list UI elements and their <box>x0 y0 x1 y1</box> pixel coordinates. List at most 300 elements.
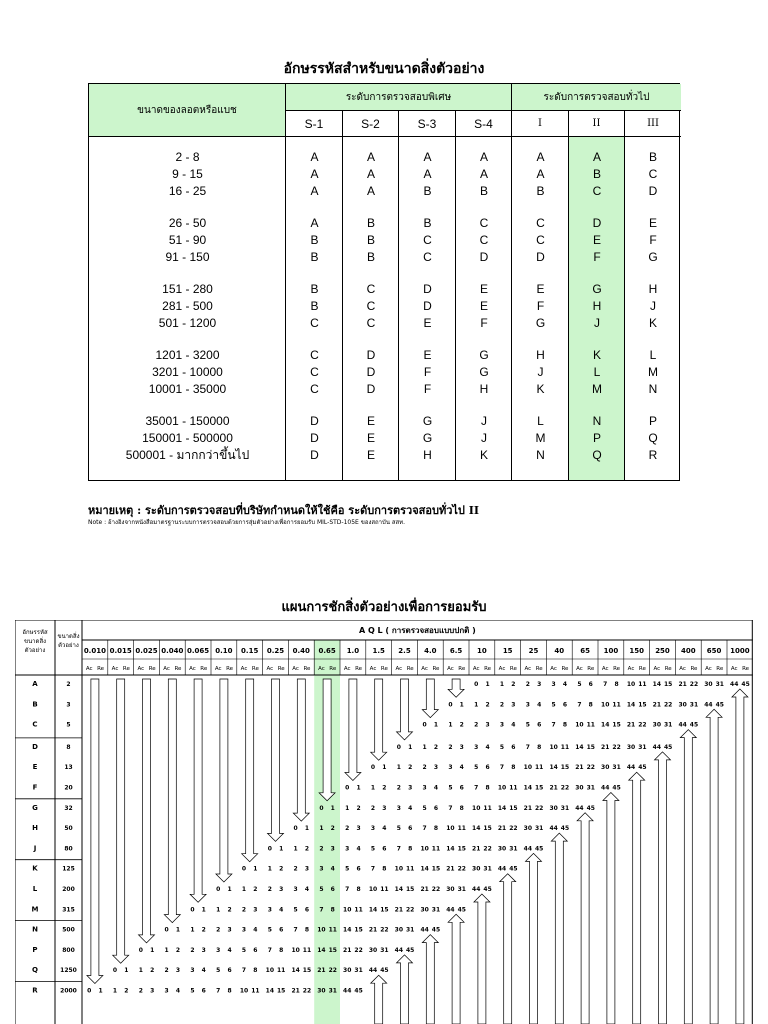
ac-value: 44 <box>652 743 662 751</box>
ac-value: 5 <box>241 946 247 954</box>
re-value: 11 <box>560 743 570 751</box>
ac-value: 5 <box>551 701 556 709</box>
ac-value: 30 <box>652 721 662 729</box>
ac-value: 30 <box>704 681 713 688</box>
ac-value: 10 <box>420 845 429 853</box>
sample-code: D <box>536 250 545 264</box>
sample-code: J <box>650 299 656 313</box>
arrow-up-icon <box>655 752 671 1024</box>
sample-code: E <box>366 414 375 428</box>
re-value: 45 <box>586 804 595 812</box>
re-value: 15 <box>483 825 492 833</box>
sample-code: D <box>648 184 658 198</box>
sample-code-table <box>88 83 680 481</box>
ac-value: 0 <box>112 967 118 975</box>
general-inspection-header: ระดับการตรวจสอบทั่วไป <box>512 84 681 111</box>
re-value: 8 <box>330 906 335 914</box>
re-value: 8 <box>304 926 310 934</box>
sampling-plan-table <box>15 620 753 1024</box>
re-value: 31 <box>689 701 699 709</box>
re-value: 15 <box>586 743 595 751</box>
sample-size: 32 <box>64 804 73 812</box>
ac-value: 0 <box>474 681 479 688</box>
re-value: 15 <box>560 764 570 772</box>
re-value: 4 <box>382 825 387 833</box>
code-header: ตัวอย่าง <box>24 647 46 654</box>
ac-value: 44 <box>626 764 636 772</box>
sample-code: Q <box>648 431 658 445</box>
ac-value: 10 <box>265 967 275 975</box>
re-value: 15 <box>276 987 286 995</box>
re-value: 1 <box>98 987 103 995</box>
re-value: 6 <box>433 804 439 812</box>
sample-code: F <box>593 250 601 264</box>
ac-value: 44 <box>678 721 687 729</box>
ac-value: 7 <box>525 743 530 751</box>
ac-value: 7 <box>241 967 247 975</box>
re-value: 8 <box>562 721 568 729</box>
ac-value: 30 <box>317 987 326 995</box>
re-value: 22 <box>431 886 441 893</box>
ac-value: 3 <box>319 865 324 873</box>
re-value: 11 <box>405 865 415 873</box>
ac-label: Ac <box>679 666 686 672</box>
ac-label: Ac <box>576 666 583 672</box>
re-value: 22 <box>638 721 647 729</box>
ac-value: 3 <box>190 967 195 975</box>
arrow-up-icon <box>603 793 619 1024</box>
sample-code: C <box>536 216 545 230</box>
sample-size: 1250 <box>60 967 77 975</box>
ac-value: 30 <box>446 886 455 893</box>
ac-value: 3 <box>396 804 401 812</box>
re-value: 6 <box>459 784 464 792</box>
sample-code: C <box>310 316 319 330</box>
re-label: Re <box>664 666 672 672</box>
re-label: Re <box>97 666 105 672</box>
ac-label: Ac <box>653 666 661 672</box>
arrow-down-icon <box>371 679 387 760</box>
aql-level-10: 10 <box>477 647 487 655</box>
re-value: 31 <box>431 906 441 914</box>
ac-value: 3 <box>293 886 298 893</box>
ac-value: 30 <box>343 967 352 975</box>
sample-code: A <box>592 150 601 164</box>
ac-value: 1 <box>138 967 143 975</box>
sample-code: L <box>537 414 544 428</box>
re-value: 22 <box>483 845 492 853</box>
sample-code: A <box>310 216 319 230</box>
ac-value: 3 <box>422 784 427 792</box>
re-value: 4 <box>433 784 439 792</box>
lot-range: 150001 - 500000 <box>142 431 233 445</box>
re-value: 31 <box>638 743 647 751</box>
sample-code: A <box>366 184 375 198</box>
aql-level-650: 650 <box>706 647 722 655</box>
ac-value: 7 <box>474 784 479 792</box>
sample-code: B <box>366 250 375 264</box>
ac-value: 30 <box>601 764 610 772</box>
ac-value: 21 <box>626 721 636 729</box>
re-value: 3 <box>150 987 155 995</box>
aql-level-0.015: 0.015 <box>109 647 132 655</box>
ac-value: 3 <box>267 906 272 914</box>
ac-value: 2 <box>241 906 247 914</box>
sample-code: C <box>423 250 432 264</box>
sample-code: E <box>366 448 375 462</box>
ac-value: 5 <box>267 926 272 934</box>
re-value: 11 <box>380 886 389 893</box>
aql-level-1000: 1000 <box>730 647 750 655</box>
ac-value: 10 <box>575 721 584 729</box>
sample-code: K <box>648 316 657 330</box>
ac-value: 3 <box>345 845 350 853</box>
ac-value: 0 <box>87 987 92 995</box>
re-value: 15 <box>457 845 466 853</box>
ac-value: 10 <box>446 825 455 833</box>
sample-code: B <box>592 167 601 181</box>
ac-value: 0 <box>319 804 324 812</box>
ac-label: Ac <box>266 666 274 672</box>
ac-value: 3 <box>241 926 247 934</box>
sampling-plan-grid <box>15 620 753 1024</box>
sample-code: E <box>479 299 488 313</box>
ac-value: 14 <box>291 967 300 975</box>
re-label: Re <box>226 666 234 672</box>
re-value: 22 <box>328 967 337 975</box>
re-value: 3 <box>227 926 232 934</box>
ac-value: 10 <box>626 681 636 688</box>
ac-value: 14 <box>446 845 455 853</box>
re-value: 2 <box>124 987 129 995</box>
ac-value: 3 <box>499 721 505 729</box>
sample-code: G <box>479 348 489 362</box>
inspection-level-i: I <box>512 111 569 137</box>
re-label: Re <box>458 666 466 672</box>
ac-value: 1 <box>448 721 453 729</box>
sample-code: Q <box>592 448 602 462</box>
sample-code: G <box>422 414 433 428</box>
aql-level-40: 40 <box>554 647 565 655</box>
re-value: 22 <box>534 804 544 812</box>
sample-code: R <box>648 448 658 462</box>
ac-label: Ac <box>369 666 377 672</box>
re-value: 3 <box>304 865 310 873</box>
re-label: Re <box>303 666 311 672</box>
ac-value: 14 <box>317 946 326 954</box>
sample-code: C <box>479 216 489 230</box>
sample-code: E <box>592 233 601 247</box>
re-value: 1 <box>150 946 155 954</box>
ac-value: 5 <box>190 987 195 995</box>
ac-value: 44 <box>368 967 378 975</box>
arrow-down-icon <box>242 679 258 862</box>
sample-code: G <box>592 282 602 296</box>
ac-value: 14 <box>265 987 275 995</box>
aql-level-150: 150 <box>629 647 645 655</box>
ac-value: 21 <box>368 926 378 934</box>
size-header: ขนาดสิ่ง <box>57 633 80 640</box>
ac-value: 44 <box>523 845 533 853</box>
ac-value: 7 <box>396 845 401 853</box>
sample-size: 125 <box>62 865 75 873</box>
aql-level-6.5: 6.5 <box>449 647 463 655</box>
sample-code: A <box>479 150 488 164</box>
ac-value: 14 <box>626 701 636 709</box>
sample-code: K <box>536 382 545 396</box>
re-value: 2 <box>382 784 387 792</box>
re-value: 22 <box>560 784 570 792</box>
ac-value: 1 <box>241 886 247 893</box>
ac-value: 21 <box>343 946 352 954</box>
sample-code: D <box>479 250 489 264</box>
re-value: 1 <box>459 701 464 709</box>
sample-code: J <box>481 431 487 445</box>
re-value: 3 <box>485 721 490 729</box>
re-value: 8 <box>537 743 542 751</box>
sample-code: L <box>593 365 601 379</box>
sample-code: B <box>536 184 545 198</box>
ac-value: 3 <box>474 743 479 751</box>
re-value: 31 <box>534 825 544 833</box>
ac-value: 14 <box>549 764 558 772</box>
ac-value: 44 <box>730 681 739 688</box>
sample-code: A <box>310 150 319 164</box>
re-value: 8 <box>227 987 232 995</box>
ac-value: 7 <box>370 865 376 873</box>
re-value: 15 <box>612 721 621 729</box>
re-value: 45 <box>689 721 699 729</box>
ac-value: 2 <box>474 721 479 729</box>
re-value: 4 <box>459 764 464 772</box>
ac-value: 10 <box>343 906 352 914</box>
sample-code: M <box>648 365 658 379</box>
sample-code: B <box>366 233 375 247</box>
re-value: 1 <box>382 764 387 772</box>
lot-range: 151 - 280 <box>162 282 213 296</box>
sample-code: M <box>592 382 602 396</box>
sample-code: D <box>310 431 319 445</box>
aql-level-25: 25 <box>528 647 539 655</box>
re-label: Re <box>742 666 750 672</box>
sample-code: D <box>592 216 602 230</box>
ac-value: 14 <box>368 906 378 914</box>
re-value: 11 <box>586 721 595 729</box>
ac-value: 10 <box>317 926 326 934</box>
remark-text: หมายเหตุ : ระดับการตรวจสอบที่บริษัทกำหนดให้ใช้คือ ระดับการตรวจสอบทั่วไป II <box>88 504 480 517</box>
ac-value: 14 <box>394 886 404 893</box>
re-value: 22 <box>380 926 389 934</box>
re-value: 22 <box>689 681 699 688</box>
ac-value: 3 <box>525 701 530 709</box>
ac-value: 1 <box>396 764 401 772</box>
sample-code: B <box>310 299 319 313</box>
ac-value: 44 <box>704 701 713 709</box>
sample-code: B <box>310 233 319 247</box>
re-value: 45 <box>431 926 441 934</box>
re-value: 3 <box>356 825 361 833</box>
re-label: Re <box>251 666 259 672</box>
re-label: Re <box>148 666 156 672</box>
re-value: 1 <box>330 804 335 812</box>
re-label: Re <box>587 666 595 672</box>
ac-value: 10 <box>601 701 610 709</box>
re-value: 3 <box>408 784 413 792</box>
sample-code: B <box>310 250 319 264</box>
re-value: 45 <box>405 946 415 954</box>
ac-value: 0 <box>216 886 221 893</box>
lot-range: 500001 - มากกว่าขึ้นไป <box>125 448 250 462</box>
sample-code-table-title: อักษรรหัสสำหรับขนาดสิ่งตัวอย่าง <box>283 61 485 77</box>
re-value: 6 <box>227 967 232 975</box>
ac-label: Ac <box>498 666 506 672</box>
sample-code: C <box>310 365 319 379</box>
re-label: Re <box>200 666 208 672</box>
re-value: 1 <box>201 906 206 914</box>
ac-value: 21 <box>678 681 687 688</box>
re-value: 2 <box>485 701 490 709</box>
re-value: 2 <box>279 865 284 873</box>
sample-code: G <box>535 316 546 330</box>
sample-code: B <box>648 150 657 164</box>
re-value: 6 <box>537 721 542 729</box>
aql-level-65: 65 <box>580 647 590 655</box>
ac-value: 21 <box>291 987 300 995</box>
sample-code: A <box>536 150 545 164</box>
arrow-up-icon <box>680 730 696 1024</box>
ac-value: 0 <box>138 946 143 954</box>
sample-size: 500 <box>62 926 75 934</box>
sample-code: K <box>479 448 488 462</box>
sample-code: C <box>536 233 545 247</box>
re-value: 45 <box>534 845 544 853</box>
lot-range: 9 - 15 <box>172 167 203 181</box>
ac-value: 2 <box>499 701 505 709</box>
sample-code: A <box>423 167 432 181</box>
ac-label: Ac <box>111 666 119 672</box>
sample-code: C <box>648 167 658 181</box>
arrow-up-icon <box>422 935 438 1024</box>
ac-label: Ac <box>318 666 325 672</box>
ac-label: Ac <box>214 666 222 672</box>
arrow-down-icon <box>268 679 284 841</box>
sample-code: E <box>648 216 657 230</box>
ac-value: 30 <box>420 906 429 914</box>
ac-value: 1 <box>112 987 118 995</box>
lot-range: 51 - 90 <box>168 233 207 247</box>
re-value: 31 <box>586 784 595 792</box>
ac-value: 2 <box>448 743 453 751</box>
ac-label: Ac <box>343 666 351 672</box>
sample-size: 80 <box>64 845 73 853</box>
re-value: 22 <box>457 865 466 873</box>
sample-code: B <box>479 184 488 198</box>
ac-value: 3 <box>551 681 556 688</box>
ac-value: 2 <box>267 886 272 893</box>
re-value: 15 <box>638 701 647 709</box>
ac-value: 5 <box>577 681 582 688</box>
ac-value: 30 <box>626 743 636 751</box>
aql-level-1.0: 1.0 <box>346 647 360 655</box>
ac-value: 14 <box>575 743 584 751</box>
re-value: 4 <box>511 721 516 729</box>
ac-value: 30 <box>497 845 507 853</box>
re-value: 31 <box>612 764 621 772</box>
re-value: 1 <box>279 845 284 853</box>
sample-code: J <box>594 316 600 330</box>
inspection-level-iii: III <box>625 111 681 137</box>
sample-code: P <box>592 431 601 445</box>
sample-code-letter: G <box>32 803 38 812</box>
size-header: ตัวอย่าง <box>58 642 79 649</box>
ac-label: Ac <box>601 666 609 672</box>
aql-level-0.065: 0.065 <box>187 647 210 655</box>
re-value: 31 <box>715 681 724 688</box>
re-value: 15 <box>509 804 518 812</box>
sample-code: A <box>310 167 319 181</box>
re-label: Re <box>535 666 543 672</box>
ac-value: 10 <box>368 886 378 893</box>
ac-value: 2 <box>216 926 221 934</box>
ac-value: 2 <box>525 681 530 688</box>
ac-value: 0 <box>345 784 350 792</box>
ac-value: 5 <box>499 743 505 751</box>
re-value: 11 <box>457 825 466 833</box>
aql-level-2.5: 2.5 <box>398 647 411 655</box>
aql-level-0.65: 0.65 <box>318 647 336 655</box>
re-value: 2 <box>511 681 516 688</box>
arrow-up-icon <box>526 853 542 1024</box>
lot-range: 3201 - 10000 <box>152 365 223 379</box>
sample-code: C <box>423 233 432 247</box>
re-value: 2 <box>356 804 361 812</box>
ac-value: 7 <box>345 886 350 893</box>
ac-value: 1 <box>267 865 272 873</box>
re-value: 1 <box>485 681 490 688</box>
ac-label: Ac <box>395 666 403 672</box>
sample-code: D <box>366 382 376 396</box>
re-value: 3 <box>279 886 284 893</box>
sample-code: A <box>423 150 432 164</box>
aql-level-1.5: 1.5 <box>372 647 385 655</box>
aql-header: A Q L ( การตรวจสอบแบบปกติ ) <box>358 626 476 635</box>
ac-value: 10 <box>291 946 300 954</box>
sample-code: E <box>536 282 545 296</box>
re-value: 45 <box>560 825 570 833</box>
ac-value: 5 <box>448 784 453 792</box>
re-value: 31 <box>328 987 337 995</box>
ac-value: 2 <box>319 845 324 853</box>
sample-code: L <box>649 348 657 362</box>
sample-code: A <box>536 167 545 181</box>
re-value: 31 <box>405 926 415 934</box>
re-value: 15 <box>405 886 415 893</box>
re-value: 22 <box>586 764 595 772</box>
note-text: Note : อ้างอิงจากหนังสือมาตรฐานระบบการตรวจสอบด้วยการสุ่มตัวอย่างเพื่อการยอมรับ MIL-STD-105E ของสถาบัน สสท. <box>88 519 406 526</box>
re-value: 6 <box>279 926 284 934</box>
re-value: 45 <box>483 886 492 893</box>
ac-value: 7 <box>319 906 324 914</box>
re-value: 11 <box>302 946 312 954</box>
re-value: 2 <box>201 926 206 934</box>
sample-code: C <box>310 382 319 396</box>
ac-value: 1 <box>319 825 324 833</box>
sample-code: C <box>366 316 376 330</box>
re-value: 2 <box>408 764 413 772</box>
ac-value: 3 <box>370 825 376 833</box>
re-value: 6 <box>382 845 387 853</box>
re-value: 11 <box>328 926 337 934</box>
